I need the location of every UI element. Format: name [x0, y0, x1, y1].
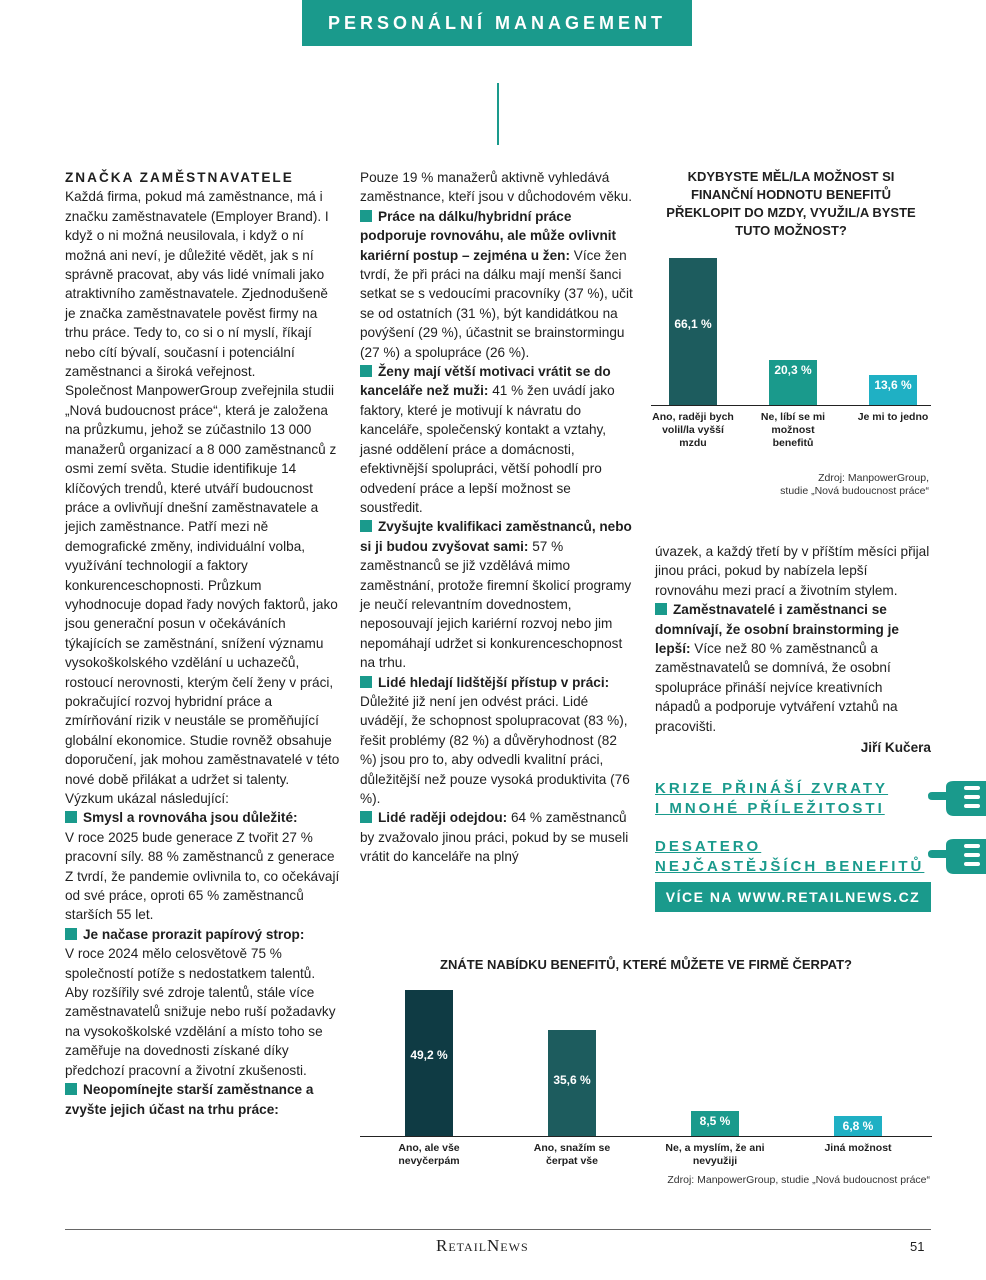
paragraph: Každá firma, pokud má zaměstnance, má i značku zaměstnavatele (Employer Brand). I když o ni možná neusilovala, i když o ní možná ani neví, je důležité vědět, jak s ní správně pracovat, aby vás lidé vnímali jako atraktivního zaměstnavatele. Zjednodušeně je značka zaměstnavatele pověst firmy na trhu práce. Tedy to, co si o ní myslí, říkají nebo cítí bývalí, současní i potenciální zaměstnanci a široká veřejnost.: [65, 189, 329, 380]
column-2: [360, 168, 634, 867]
divider-line: [497, 83, 499, 145]
author: Jiří Kučera: [860, 740, 931, 756]
chart-2-baseline: [360, 1136, 932, 1137]
chart-2: [360, 956, 932, 1192]
bullet-paragraph: Lidé raději odejdou: 64 % zaměstnanců by zvažovalo jinou práci, pokud by se museli vrátit do kanceláře na plný: [360, 810, 629, 865]
section-title: ZNAČKA ZAMĚSTNAVATELE: [65, 170, 294, 185]
square-bullet-icon: [360, 676, 372, 688]
square-bullet-icon: [360, 520, 372, 532]
link-krize[interactable]: KRIZE PŘINÁŠÍ ZVRATY I MNOHÉ PŘÍLEŽITOSTI: [655, 780, 889, 817]
chart-2-plot: [360, 956, 932, 1192]
square-bullet-icon: [360, 811, 372, 823]
bullet-heading: Smysl a rovnováha jsou důležité:: [65, 808, 341, 827]
logo: RetailNews: [436, 1236, 529, 1255]
column-1: [65, 168, 341, 1119]
footer-line: [65, 1229, 931, 1230]
chart-2-title: ZNÁTE NABÍDKU BENEFITŮ, KTERÉ MŮŽETE VE FIRMĚ ČERPAT?: [440, 957, 852, 972]
paragraph: V roce 2024 mělo celosvětově 75 % společností potíže s nedostatkem talentů. Aby rozšířily své zdroje talentů, stále více zaměstnavatelů snižuje nebo ruší požadavky na vysokoškolské vzdělání a místo toho se zaměřuje na dovednosti získané díky předchozí pracovní a životní zkušenosti.: [65, 946, 336, 1078]
square-bullet-icon: [360, 365, 372, 377]
bullet-heading: Neopomínejte starší zaměstnance a zvyšte jejich účast na trhu práce:: [65, 1082, 314, 1117]
bar-value-label: 49,2 %: [410, 1048, 448, 1063]
chart-1-title: KDYBYSTE MĚL/LA MOŽNOST SI FINANČNÍ HODNOTU BENEFITŮ PŘEKLOPIT DO MZDY, VYUŽIL/A BYSTE TUTO MOŽNOST?: [666, 169, 916, 238]
square-bullet-icon: [65, 1083, 77, 1095]
bar-0: [669, 258, 717, 405]
bullet-paragraph: Lidé hledají lidštější přístup v práci: Důležité již není jen odvést práci. Lidé uvádějí, že schopnost spolupracovat (83 %), řešit problémy (82 %) a důvěryhodnost (82 %) jsou pro to, aby odvedli kvalitní práci, důležitější než pouze vysoká produktivita (76 %).: [360, 674, 630, 806]
bar-value-label: 66,1 %: [674, 316, 712, 331]
column-3: [655, 542, 931, 757]
bar-value-label: 6,8 %: [842, 1118, 874, 1133]
bullet-paragraph: Ženy mají větší motivaci vrátit se do kanceláře než muži: 41 % žen uvádí jako faktory, které je motivují k návratu do kanceláře, společenský kontakt a vztahy, jasné oddělení práce a domácnosti, efektivnější spolupráci, větší pohodlí pro odvedení práce a lepší možnost se soustředit.: [360, 364, 615, 515]
bullet-paragraph: Zvyšujte kvalifikaci zaměstnanců, nebo si ji budou zvyšovat sami: 57 % zaměstnanců se již vzdělává mimo zaměstnání, protože firemní školicí programy je neučí relevantním dovednostem, neposouvají jejich kariérní rozvoj nebo jim nepomáhají udržet si konkurenceschopnost na trhu.: [360, 519, 632, 671]
category-label: Ano, ale vše nevyčerpám: [398, 1142, 460, 1167]
bar-value-label: 35,6 %: [553, 1072, 591, 1087]
square-bullet-icon: [65, 811, 77, 823]
bar-value-label: 20,3 %: [774, 362, 812, 377]
square-bullet-icon: [360, 210, 372, 222]
chart-1-source: Zdroj: ManpowerGroup, studie „Nová budoucnost práce“: [780, 472, 929, 497]
bar-value-label: 13,6 %: [874, 377, 912, 392]
link-desatero[interactable]: DESATERO NEJČASTĚJŠÍCH BENEFITŮ: [655, 838, 925, 875]
category-label: Ano, raději bych volil/la vyšší mzdu: [652, 411, 734, 449]
paragraph: úvazek, a každý třetí by v příštím měsíci přijal jinou práci, pokud by nabízela lepší rovnováhu mezi prací a životním stylem.: [655, 544, 930, 598]
bar-0: [405, 990, 453, 1136]
bar-value-label: 8,5 %: [699, 1113, 731, 1128]
section-header: PERSONÁLNÍ MANAGEMENT: [302, 0, 692, 46]
category-label: Je mi to jedno: [857, 411, 929, 423]
page-number: 51: [910, 1239, 925, 1254]
paragraph: V roce 2025 bude generace Z tvořit 27 % pracovní síly. 88 % zaměstnanců z generace Z tvrdí, že pandemie ovlivnila to, co očekávají od své práce, oproti 65 % zaměstnanců starších 55 let.: [65, 829, 340, 923]
bullet-paragraph: Zaměstnavatelé i zaměstnanci se domnívají, že osobní brainstorming je lepší: Více než 80 % zaměstnanců a zaměstnavatelů se domnívá, že osobní spolupráce přináší nejvíce kreativních nápadů a podporuje vytváření vztahů na pracovišti.: [655, 602, 899, 734]
category-label: Jiná možnost: [824, 1142, 892, 1154]
category-label: Ano, snažím se čerpat vše: [533, 1142, 611, 1167]
paragraph: Společnost ManpowerGroup zveřejnila studii „Nová budoucnost práce“, která je založena na průzkumu, jehož se zúčastnilo 13 000 manažerů organizací a 8 000 zaměstnanců z osmi zemí světa. Studie identifikuje 14 klíčových trendů, které utváří budoucnost práce a ovlivňují dnešní zaměstnavatele a jejich zaměstnance. Patří mezi ně demografické změny, individuální volba, využívání technologií a faktory konkurenceschopnosti. Průzkum vyhodnocuje dopad řady nových faktorů, jako jsou generační posun v očekáváních týkajících se zaměstnání, snížení významu vysokoškolského vzdělání u uchazečů, rostoucí nerovnosti, kterým čelí ženy v práci, pokračující rozvoj hybridní práce a zmírňování rizik v neustále se proměňující globální ekonomice. Studie rovněž obsahuje doporučení, jak mohou zaměstnavatelé v této nové době přilákat a udržet si talenty.: [65, 383, 340, 787]
chart-1: [651, 166, 931, 506]
bullet-heading: Je načase prorazit papírový strop:: [65, 925, 341, 944]
paragraph: Pouze 19 % manažerů aktivně vyhledává zaměstnance, kteří jsou v důchodovém věku.: [360, 170, 633, 205]
category-label: Ne, a myslím, že ani nevyužiji: [665, 1142, 765, 1167]
chart-2-source: Zdroj: ManpowerGroup, studie „Nová budoucnost práce“: [667, 1174, 930, 1186]
bullet-paragraph: Práce na dálku/hybridní práce podporuje rovnováhu, ale může ovlivnit kariérní postup – zejména u žen: Více žen tvrdí, že při práci na dálku mají menší šanci setkat se s vedoucími pracovníky (37 %), učit se od ostatních (31 %), být kandidátkou na povýšení (29 %), účastnit se brainstormingu (27 %) a spolupráce (26 %).: [360, 208, 633, 360]
category-label: Ne, líbí se mi možnost benefitů: [760, 411, 826, 449]
cta-website-button[interactable]: VÍCE NA WWW.RETAILNEWS.CZ: [655, 882, 931, 912]
pointing-hand-icon: [928, 836, 986, 876]
paragraph: Výzkum ukázal následující:: [65, 791, 229, 806]
square-bullet-icon: [65, 928, 77, 940]
pointing-hand-icon: [928, 778, 986, 818]
chart-1-plot: [651, 166, 931, 506]
chart-1-baseline: [651, 405, 931, 406]
square-bullet-icon: [655, 603, 667, 615]
